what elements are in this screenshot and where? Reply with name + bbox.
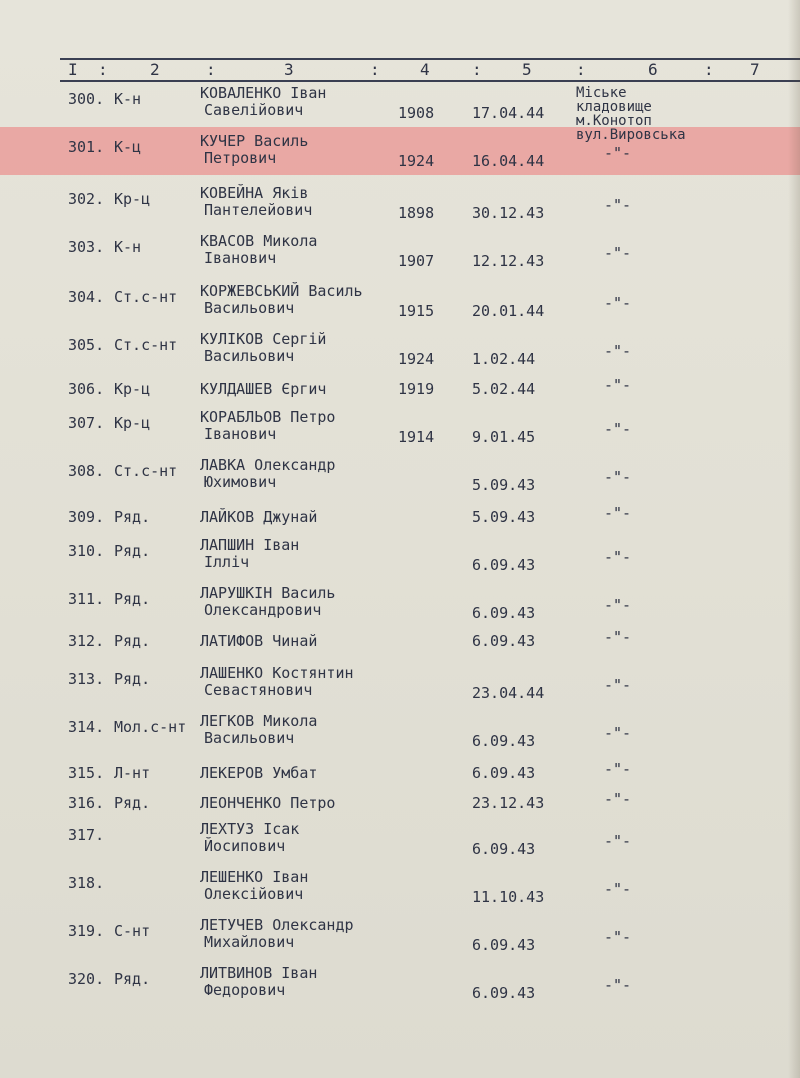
death-date: 17.04.44 — [472, 104, 545, 122]
table-row — [0, 232, 800, 278]
record-number: 307. — [68, 414, 105, 432]
surname-name: КУЛДАШЕВ Єргич — [200, 380, 327, 398]
military-rank: Ряд. — [114, 542, 151, 560]
patronymic: Йосипович — [204, 837, 286, 855]
record-number: 301. — [68, 138, 105, 156]
record-number: 300. — [68, 90, 105, 108]
birth-year: 1907 — [398, 252, 435, 270]
record-number: 312. — [68, 632, 105, 650]
military-rank: Ст.с-нт — [114, 462, 178, 480]
death-date: 6.09.43 — [472, 840, 536, 858]
surname-name: ЛАВКА Олександр — [200, 456, 336, 474]
table-row — [0, 964, 800, 1010]
military-rank: Кр-ц — [114, 380, 151, 398]
military-rank: Ряд. — [114, 508, 151, 526]
birth-year: 1924 — [398, 350, 435, 368]
patronymic: Васильович — [204, 299, 295, 317]
birth-year: 1924 — [398, 152, 435, 170]
surname-name: КОВАЛЕНКО Іван — [200, 84, 327, 102]
col-sep: : — [98, 60, 108, 79]
surname-name: ЛЕХТУЗ Ісак — [200, 820, 300, 838]
surname-name: ЛЕКЕРОВ Умбат — [200, 764, 318, 782]
surname-name: КУЧЕР Василь — [200, 132, 309, 150]
patronymic: Ілліч — [204, 553, 250, 571]
col-sep: : — [472, 60, 482, 79]
burial-ditto: -"- — [604, 628, 632, 646]
surname-name: КВАСОВ Микола — [200, 232, 318, 250]
patronymic: Михайлович — [204, 933, 295, 951]
burial-ditto: -"- — [604, 244, 632, 262]
death-date: 6.09.43 — [472, 732, 536, 750]
surname-name: ЛАПШИН Іван — [200, 536, 300, 554]
col-sep: : — [576, 60, 586, 79]
military-rank: С-нт — [114, 922, 151, 940]
table-row — [0, 712, 800, 758]
military-rank: Ст.с-нт — [114, 336, 178, 354]
patronymic: Петрович — [204, 149, 277, 167]
burial-ditto: -"- — [604, 790, 632, 808]
surname-name: ЛЕГКОВ Микола — [200, 712, 318, 730]
record-number: 309. — [68, 508, 105, 526]
patronymic: Васильович — [204, 347, 295, 365]
surname-name: ЛЕТУЧЕВ Олександр — [200, 916, 354, 934]
burial-ditto: -"- — [604, 976, 632, 994]
patronymic: Васильович — [204, 729, 295, 747]
burial-ditto: -"- — [604, 760, 632, 778]
record-number: 319. — [68, 922, 105, 940]
record-number: 316. — [68, 794, 105, 812]
table-row — [0, 408, 800, 454]
table-row — [0, 456, 800, 502]
military-rank: Л-нт — [114, 764, 151, 782]
death-date: 6.09.43 — [472, 604, 536, 622]
birth-year: 1898 — [398, 204, 435, 222]
record-number: 306. — [68, 380, 105, 398]
table-row — [0, 536, 800, 582]
record-number: 318. — [68, 874, 105, 892]
death-date: 6.09.43 — [472, 556, 536, 574]
record-number: 320. — [68, 970, 105, 988]
table-row — [0, 330, 800, 376]
military-rank: Ряд. — [114, 590, 151, 608]
burial-ditto: -"- — [604, 294, 632, 312]
death-date: 6.09.43 — [472, 764, 536, 782]
patronymic: Севастянович — [204, 681, 313, 699]
military-rank: К-н — [114, 238, 142, 256]
burial-ditto: -"- — [604, 880, 632, 898]
burial-ditto: -"- — [604, 342, 632, 360]
table-row — [0, 868, 800, 914]
col-6-label: 6 — [648, 60, 658, 79]
header-rule-bottom — [60, 80, 800, 82]
military-rank: Ряд. — [114, 632, 151, 650]
death-date: 6.09.43 — [472, 936, 536, 954]
birth-year: 1919 — [398, 380, 435, 398]
col-3-label: 3 — [284, 60, 294, 79]
patronymic: Іванович — [204, 425, 277, 443]
burial-ditto: -"- — [604, 596, 632, 614]
table-row — [0, 664, 800, 710]
burial-ditto: -"- — [604, 548, 632, 566]
military-rank: Ст.с-нт — [114, 288, 178, 306]
patronymic: Олександрович — [204, 601, 322, 619]
col-2-label: 2 — [150, 60, 160, 79]
record-number: 314. — [68, 718, 105, 736]
burial-line: вул.Вировська — [576, 127, 686, 143]
patronymic: Олексійович — [204, 885, 304, 903]
death-date: 30.12.43 — [472, 204, 545, 222]
death-date: 6.09.43 — [472, 984, 536, 1002]
burial-ditto: -"- — [604, 504, 632, 522]
military-rank: Кр-ц — [114, 414, 151, 432]
table-row — [0, 132, 800, 178]
military-rank: Ряд. — [114, 970, 151, 988]
table-row — [0, 820, 800, 866]
record-number: 304. — [68, 288, 105, 306]
table-row — [0, 584, 800, 630]
surname-name: ЛАТИФОВ Чинай — [200, 632, 318, 650]
burial-ditto: -"- — [604, 420, 632, 438]
burial-ditto: -"- — [604, 196, 632, 214]
patronymic: Іванович — [204, 249, 277, 267]
column-header — [0, 58, 800, 80]
death-date: 5.02.44 — [472, 380, 536, 398]
military-rank: К-ц — [114, 138, 142, 156]
col-sep: : — [704, 60, 714, 79]
patronymic: Пантелейович — [204, 201, 313, 219]
military-rank: Мол.с-нт — [114, 718, 187, 736]
military-rank: К-н — [114, 90, 142, 108]
table-row — [0, 282, 800, 328]
surname-name: КОРАБЛЬОВ Петро — [200, 408, 336, 426]
table-row — [0, 84, 800, 130]
record-number: 310. — [68, 542, 105, 560]
military-rank: Кр-ц — [114, 190, 151, 208]
burial-line: Міське — [576, 85, 627, 101]
death-date: 5.09.43 — [472, 476, 536, 494]
burial-ditto: -"- — [604, 144, 632, 162]
death-date: 12.12.43 — [472, 252, 545, 270]
death-date: 9.01.45 — [472, 428, 536, 446]
table-row — [0, 184, 800, 230]
col-sep: : — [206, 60, 216, 79]
burial-ditto: -"- — [604, 676, 632, 694]
col-5-label: 5 — [522, 60, 532, 79]
surname-name: ЛАРУШКІН Василь — [200, 584, 336, 602]
death-date: 23.04.44 — [472, 684, 545, 702]
surname-name: КОРЖЕВСЬКИЙ Василь — [200, 282, 363, 300]
surname-name: ЛЕОНЧЕНКО Петро — [200, 794, 336, 812]
burial-ditto: -"- — [604, 376, 632, 394]
col-1-label: I — [68, 60, 78, 79]
military-rank: Ряд. — [114, 670, 151, 688]
col-sep: : — [370, 60, 380, 79]
death-date: 20.01.44 — [472, 302, 545, 320]
record-number: 305. — [68, 336, 105, 354]
surname-name: ЛАЙКОВ Джунай — [200, 508, 318, 526]
birth-year: 1908 — [398, 104, 435, 122]
death-date: 23.12.43 — [472, 794, 545, 812]
surname-name: КОВЕЙНА Яків — [200, 184, 309, 202]
record-number: 315. — [68, 764, 105, 782]
surname-name: ЛАШЕНКО Костянтин — [200, 664, 354, 682]
death-date: 6.09.43 — [472, 632, 536, 650]
record-number: 311. — [68, 590, 105, 608]
birth-year: 1914 — [398, 428, 435, 446]
col-7-label: 7 — [750, 60, 760, 79]
record-number: 302. — [68, 190, 105, 208]
patronymic: Савелійович — [204, 101, 304, 119]
birth-year: 1915 — [398, 302, 435, 320]
record-number: 317. — [68, 826, 105, 844]
burial-ditto: -"- — [604, 928, 632, 946]
record-number: 303. — [68, 238, 105, 256]
record-number: 308. — [68, 462, 105, 480]
burial-line: м.Конотоп — [576, 113, 652, 129]
surname-name: ЛИТВИНОВ Іван — [200, 964, 318, 982]
surname-name: ЛЕШЕНКО Іван — [200, 868, 309, 886]
death-date: 11.10.43 — [472, 888, 545, 906]
burial-ditto: -"- — [604, 832, 632, 850]
burial-ditto: -"- — [604, 468, 632, 486]
burial-ditto: -"- — [604, 724, 632, 742]
burial-line: кладовище — [576, 99, 652, 115]
col-4-label: 4 — [420, 60, 430, 79]
death-date: 1.02.44 — [472, 350, 536, 368]
surname-name: КУЛІКОВ Сергій — [200, 330, 327, 348]
patronymic: Федорович — [204, 981, 286, 999]
record-number: 313. — [68, 670, 105, 688]
patronymic: Юхимович — [204, 473, 277, 491]
table-row — [0, 916, 800, 962]
death-date: 16.04.44 — [472, 152, 545, 170]
death-date: 5.09.43 — [472, 508, 536, 526]
military-rank: Ряд. — [114, 794, 151, 812]
